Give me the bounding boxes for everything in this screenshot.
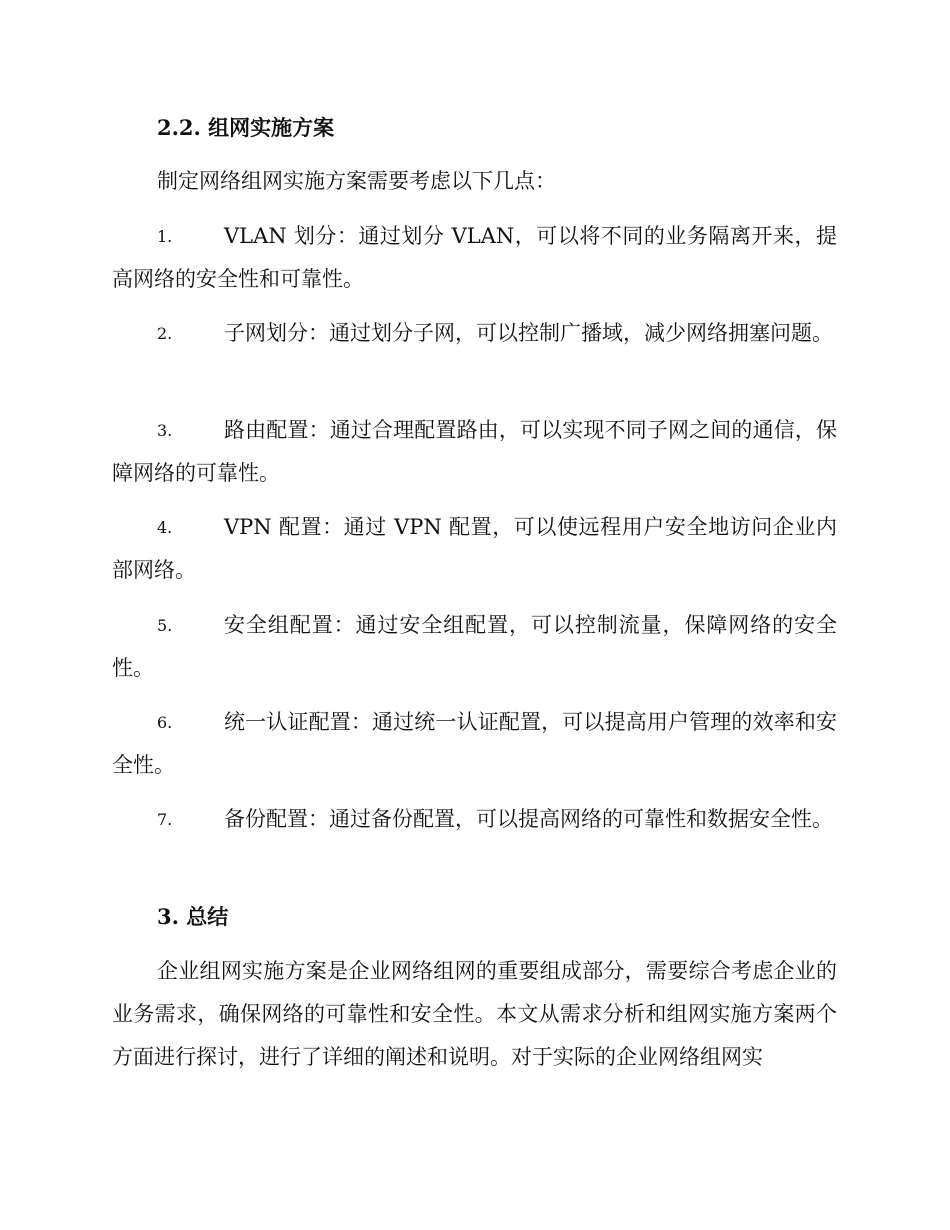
summary-paragraph: 企业组网实施方案是企业网络组网的重要组成部分，需要综合考虑企业的业务需求，确保网络的可靠性和安全性。本文从需求分析和组网实施方案两个方面进行探讨，进行了详细的阐述和说明。对于实际的企业网络组网实 [112,959,837,1069]
list-item-number: 3. [157,421,173,440]
list-item-text: 路由配置：通过合理配置路由，可以实现不同子网之间的通信，保障网络的可靠性。 [112,418,837,485]
list-item-text: 安全组配置：通过安全组配置，可以控制流量，保障网络的安全性。 [112,613,837,680]
list-item [112,798,837,841]
list-item [112,701,837,787]
list-item-number: 4. [157,518,173,537]
list-item [112,215,837,301]
list-item-number: 7. [157,810,173,829]
list-item-number: 2. [157,324,173,343]
list-item-number: 5. [157,616,173,635]
list-item [112,409,837,495]
list-item-text: 统一认证配置：通过统一认证配置，可以提高用户管理的效率和安全性。 [112,710,837,777]
list-item-text: 子网划分：通过划分子网，可以控制广播域，减少网络拥塞问题。 [224,321,833,345]
list-item-text: VPN 配置：通过 VPN 配置，可以使远程用户安全地访问企业内部网络。 [112,515,837,582]
section-heading-2-2: 2.2. 组网实施方案 [157,115,335,140]
list-item [112,312,837,355]
list-item-text: VLAN 划分：通过划分 VLAN，可以将不同的业务隔离开来，提高网络的安全性和可靠性。 [112,224,837,291]
list-item-text: 备份配置：通过备份配置，可以提高网络的可靠性和数据安全性。 [224,807,833,831]
list-item [112,604,837,690]
intro-paragraph: 制定网络组网实施方案需要考虑以下几点： [157,169,556,193]
list-item [112,506,837,592]
list-item-number: 6. [157,713,173,732]
section-heading-3: 3. 总结 [157,904,229,929]
list-item-number: 1. [157,227,173,246]
